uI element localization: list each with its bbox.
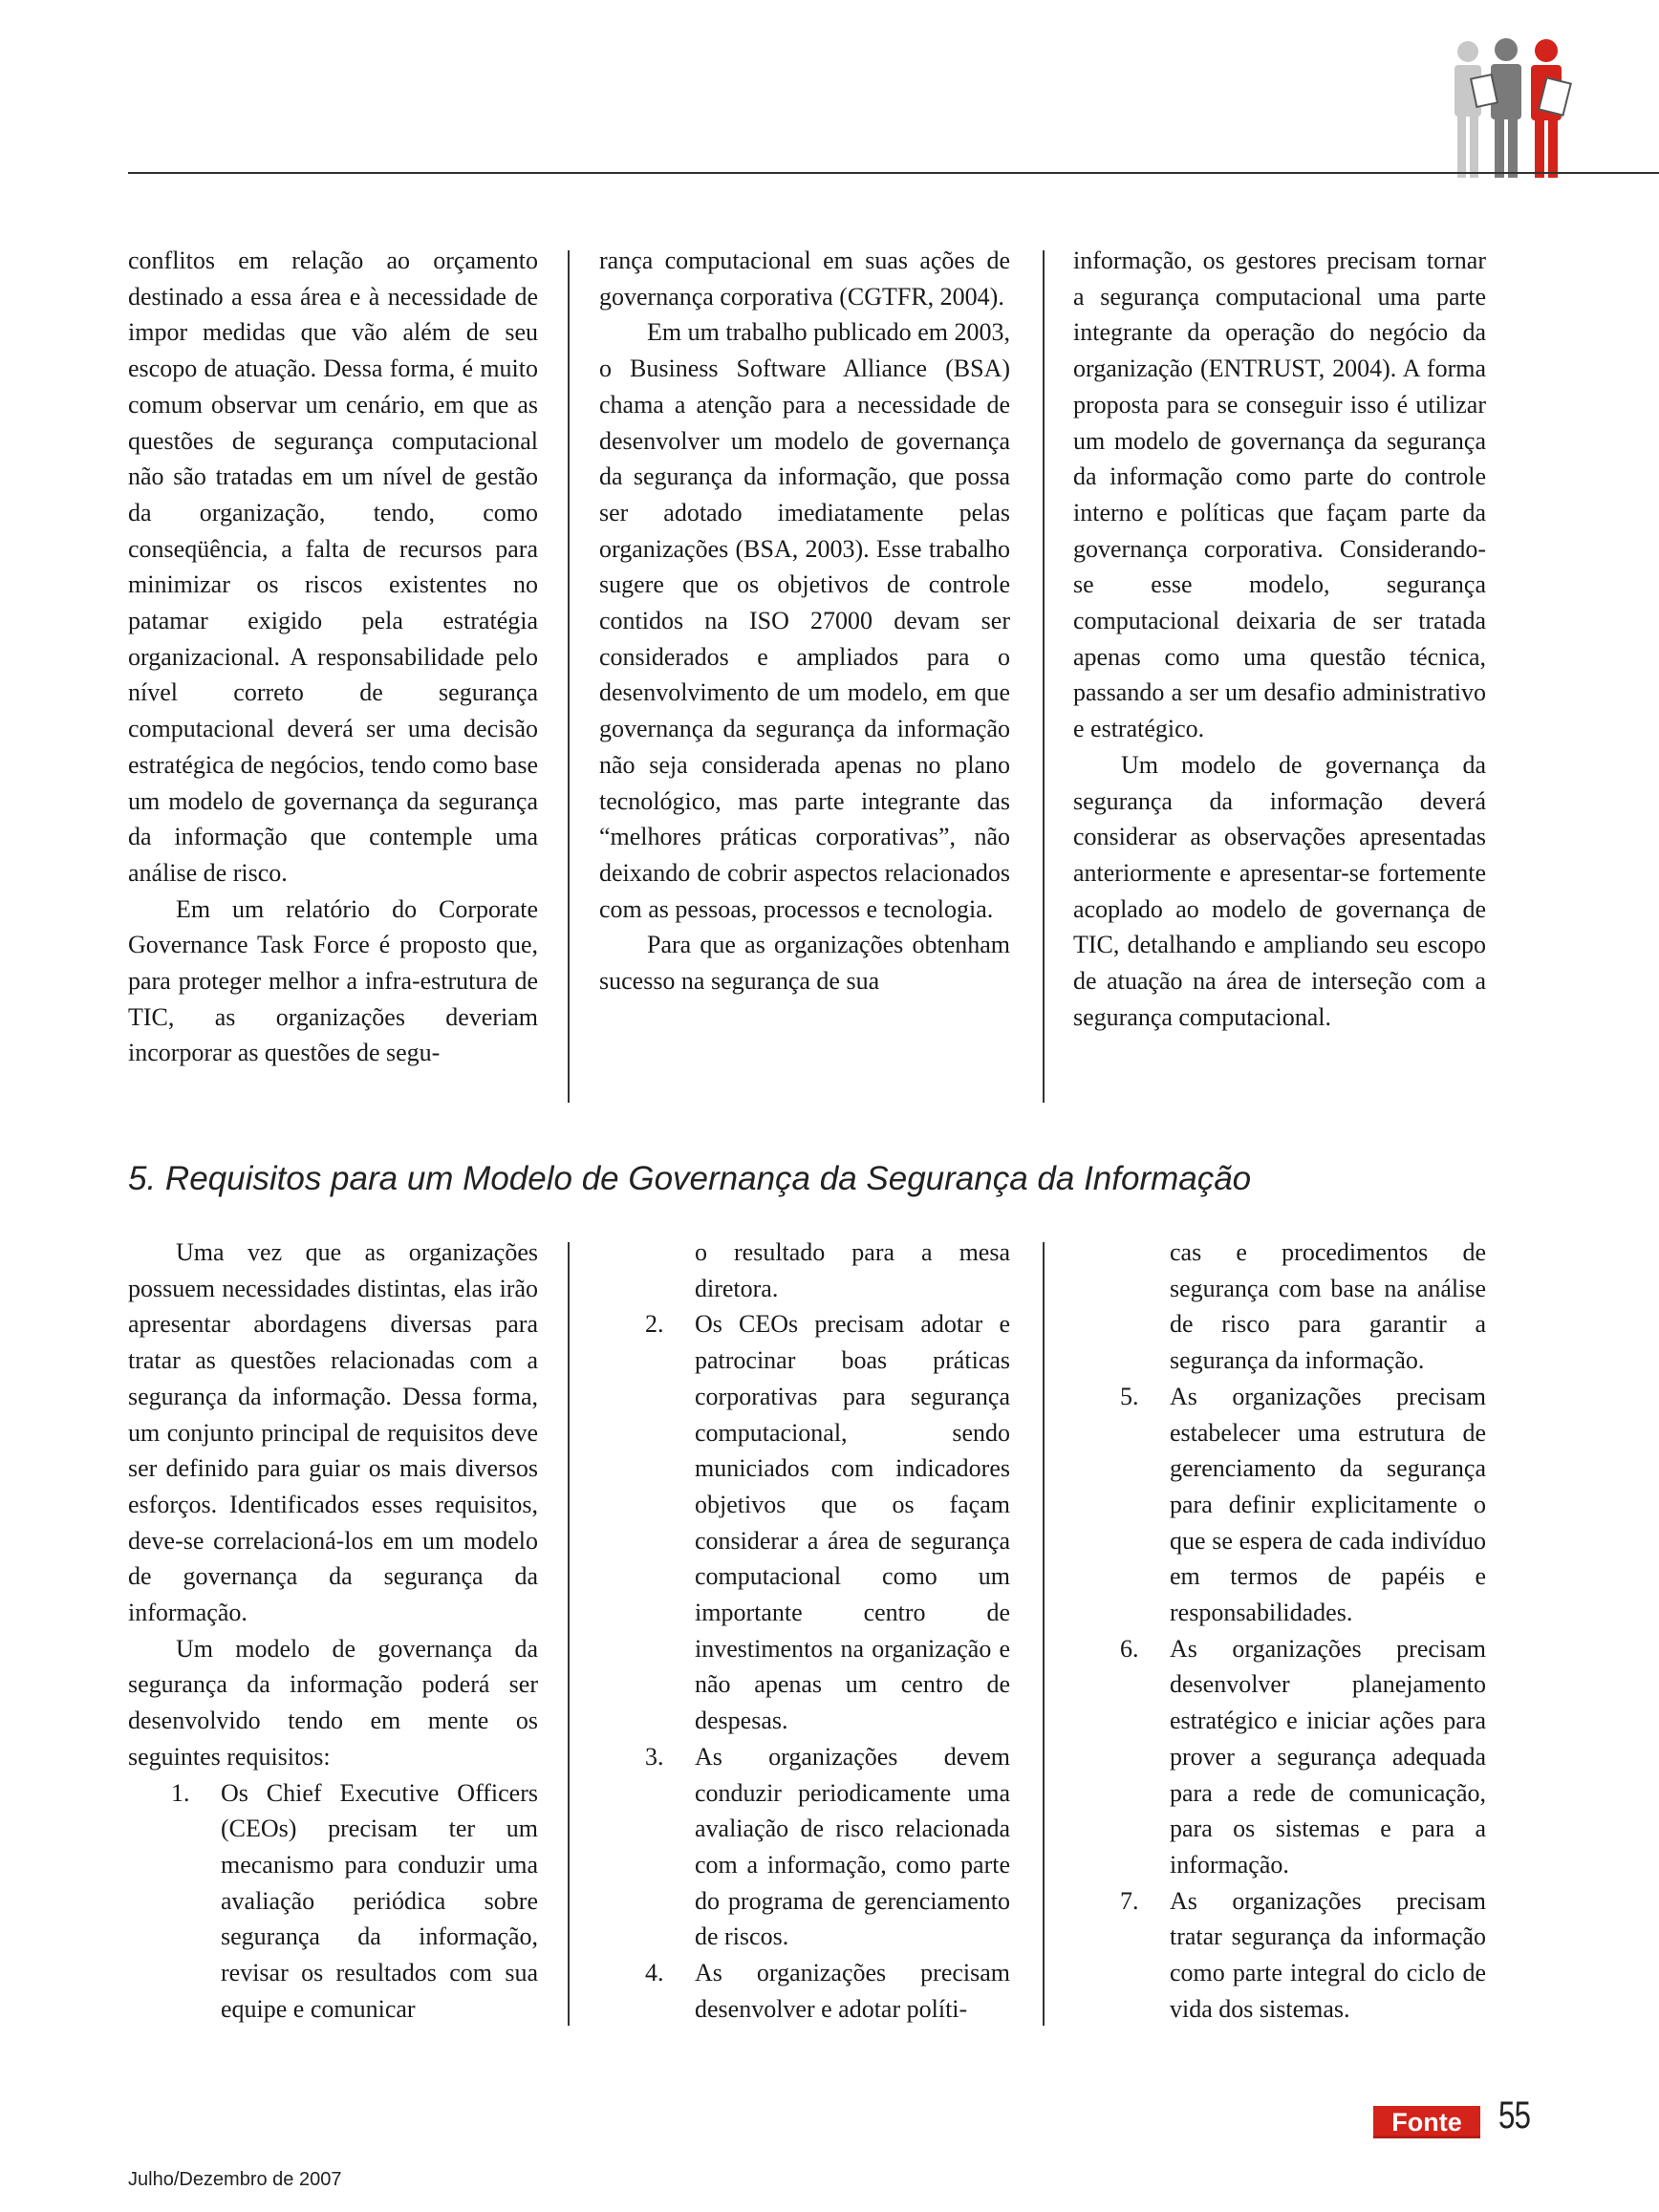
column-divider xyxy=(1043,250,1045,1103)
list-text: As organizações precisam desenvolver e adotar políti- xyxy=(695,1959,1010,2023)
list-text: cas e procedimentos de segurança com base na análise de risco para garantir a segurança da informação. xyxy=(1170,1238,1486,1375)
list-text: As organizações precisam estabelecer uma estrutura de gerenciamento da segurança para definir explicitamente o que se espera de cada indivíduo em termos de papéis e responsabilidades. xyxy=(1170,1382,1486,1627)
paragraph: Para que as organizações obtenham sucesso na segurança de sua xyxy=(599,931,1010,996)
column-divider xyxy=(1043,1242,1045,2026)
header-rule xyxy=(128,172,1659,174)
list-text: As organizações precisam tratar segurança da informação como parte integral do ciclo de vida dos sistemas. xyxy=(1170,1886,1486,2023)
paragraph: Um modelo de governança da segurança da informação deverá considerar as observações apresentadas anteriormente e apresentar-se fortemente acoplado ao modelo de governança de TIC, detalhando e ampliando seu escopo de atuação na área de interseção com a segurança computacional. xyxy=(1073,750,1486,1031)
list-number: 7. xyxy=(1120,1886,1139,1915)
list-text: As organizações devem conduzir periodicamente uma avaliação de risco relacionada com a informação, como parte do programa de gerenciamento de riscos. xyxy=(695,1742,1010,1951)
list-item xyxy=(171,1775,538,2028)
requirements-list xyxy=(645,1235,1010,2027)
list-item xyxy=(645,1306,1010,1738)
list-item xyxy=(1120,1379,1486,1631)
brand-badge: Fonte xyxy=(1373,2106,1480,2138)
paragraph: Uma vez que as organizações possuem necessidades distintas, elas irão apresentar abordagens diversas para tratar as questões relacionadas com a segurança da informação. Dessa forma, um conjunto principal de requisitos deve ser definido para guiar os mais diversos esforços. Identificados esses requisitos, deve-se correlacioná-los em um modelo de governança da segurança da informação. xyxy=(128,1238,538,1627)
list-text: As organizações precisam desenvolver planejamento estratégico e iniciar ações para prover a segurança adequada para a rede de comunicação, para os sistemas e para a informação. xyxy=(1170,1634,1486,1879)
bottom-column-3 xyxy=(1120,1235,1486,2027)
paragraph: Em um trabalho publicado em 2003, o Business Software Alliance (BSA) chama a atenção para a necessidade de desenvolver um modelo de governança da segurança da informação, que possa ser adotado imediatamente pelas organizações (BSA, 2003). Esse trabalho sugere que os objetivos de controle contidos na ISO 27000 devam ser considerados e ampliados para o desenvolvimento de um modelo, em que governança da segurança da informação não seja considerada apenas no plano tecnológico, mas parte integrante das “melhores práticas corporativas”, não deixando de cobrir aspectos relacionados com as pessoas, processos e tecnologia. xyxy=(599,318,1010,923)
page-number: 55 xyxy=(1498,2094,1531,2137)
list-number: 1. xyxy=(171,1778,190,1807)
section-heading: 5. Requisitos para um Modelo de Governança da Segurança da Informação xyxy=(128,1160,1252,1197)
list-number: 4. xyxy=(645,1959,664,1987)
paragraph: informação, os gestores precisam tornar a segurança computacional uma parte integrante da operação do negócio da organização (ENTRUST, 2004). A forma proposta para se conseguir isso é utilizar um modelo de governança da segurança da informação como parte do controle interno e políticas que façam parte da governança corporativa. Considerando-se esse modelo, segurança computacional deixaria de ser tratada apenas como uma questão técnica, passando a ser um desafio administrativo e estratégico. xyxy=(1073,247,1486,743)
requirements-list xyxy=(128,1775,538,2028)
paragraph: rança computacional em suas ações de governança corporativa (CGTFR, 2004). xyxy=(599,247,1010,311)
bottom-column-2 xyxy=(645,1235,1010,2027)
paragraph: Um modelo de governança da segurança da informação poderá ser desenvolvido tendo em mente os seguintes requisitos: xyxy=(128,1634,538,1771)
list-number: 5. xyxy=(1120,1382,1139,1410)
list-item xyxy=(695,1235,1010,1306)
person-gray-dark xyxy=(1491,38,1521,178)
issue-date: Julho/Dezembro de 2007 xyxy=(128,2169,342,2190)
requirements-list xyxy=(1120,1235,1486,2027)
list-number: 6. xyxy=(1120,1634,1139,1663)
column-divider xyxy=(568,250,570,1103)
list-number: 3. xyxy=(645,1742,664,1771)
list-item xyxy=(1120,1631,1486,1883)
list-item xyxy=(1170,1235,1486,1379)
list-text: Os Chief Executive Officers (CEOs) precisam ter um mecanismo para conduzir uma avaliação periódica sobre segurança da informação, revisar os resultados com sua equipe e comunicar xyxy=(221,1778,538,2023)
list-text: Os CEOs precisam adotar e patrocinar boas práticas corporativas para segurança computacional, sendo municiados com indicadores objetivos que os façam considerar a área de segurança computacional como um importante centro de investimentos na organização e não apenas um centro de despesas. xyxy=(695,1310,1010,1735)
top-column-1 xyxy=(128,243,538,1071)
paragraph: Em um relatório do Corporate Governance Task Force é proposto que, para proteger melhor a infra-estrutura de TIC, as organizações deveriam incorporar as questões de segu- xyxy=(128,894,538,1067)
person-gray-light xyxy=(1454,41,1481,178)
top-column-3 xyxy=(1073,243,1486,1035)
column-divider xyxy=(568,1242,570,2026)
list-item xyxy=(645,1739,1010,1955)
paragraph: conflitos em relação ao orçamento destinado a essa área e à necessidade de impor medidas que vão além de seu escopo de atuação. Dessa forma, é muito comum observar um cenário, em que as questões de segurança computacional não são tratadas em um nível de gestão da organização, tendo, como conseqüência, a falta de recursos para minimizar os riscos existentes no patamar exigido pela estratégia organizacional. A responsabilidade pelo nível correto de segurança computacional deverá ser uma decisão estratégica de negócios, tendo como base um modelo de governança da segurança da informação que contemple uma análise de risco. xyxy=(128,247,538,887)
top-column-2 xyxy=(599,243,1010,999)
list-item xyxy=(1120,1883,1486,2028)
bottom-column-1 xyxy=(128,1235,538,2027)
three-people-logo xyxy=(1447,38,1590,180)
list-item xyxy=(645,1955,1010,2027)
list-number: 2. xyxy=(645,1310,664,1339)
list-text: o resultado para a mesa diretora. xyxy=(695,1238,1010,1302)
